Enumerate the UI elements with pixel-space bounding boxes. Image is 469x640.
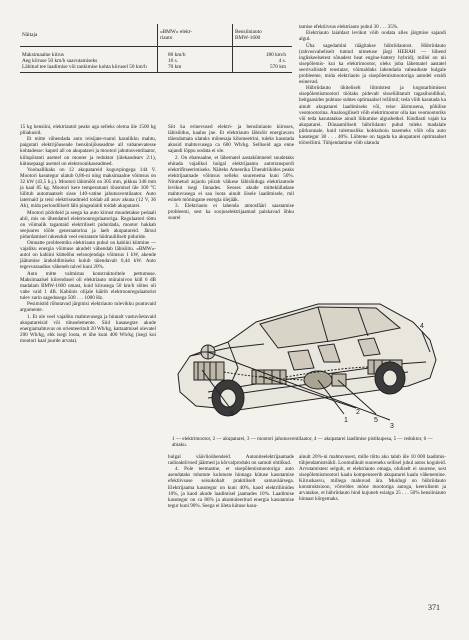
- paragraph: hulgal väävlioühendeid. Autoniteelektrijaamade radioaktiivsed jäätmed ja kõrvalprodukt on samuti ohtlikud.: [168, 454, 294, 467]
- table-header-text: Bensiiniauto BMW-1600: [235, 29, 262, 41]
- figure-label: 5: [374, 417, 378, 424]
- figure-label: 2: [356, 409, 360, 416]
- paragraph: Et mitte vähendada auto reisijate-ruumi kasulikku mahtu, paigutati elektrijõuseade bensiinijõuseadme all vabanevatesse kohtadesse: kapoti all on akupatarei ja mootori jahutusventilaator, kiilupõranti asemel on mooter ja reduktor (ülekandearv 2:1), kütusepaagi asemel on elektroonikaseadmed.: [20, 136, 156, 167]
- table-cell: Aeg kiiruse 50 km/h saavutamiseks: [22, 58, 98, 64]
- paragraph: Vooluallikaks on 12 akupatareid koguvpingega 144 V. Mootori kasutegur ulatub 0,86-ni ning maksimaalne võimsus on 32 kW (43,5 h.j.). Mootori läbimõõt on 305 mm, pikkus 346 mm ja kaal 85 kg. Mootori kere temperatuuri tõusmisel üle 100 °C lülitub automaatselt sisse 140-vatine jahutusventilaator. Auto laternaid ja teisi elektriseadmeid toidab all asuv akuna (12 V, 36 Ah), mida perioodiliselt läbi pingealaldi toidab akupatarei.: [20, 166, 156, 210]
- figure-label: 3: [390, 423, 394, 430]
- figure-label: 4: [420, 323, 424, 330]
- paragraph: 15 kg bensiini, elektriautol peaks aga selleks olema üle 1500 kg pliiakusid.: [20, 124, 156, 137]
- paragraph: Pesimistid rõhutavad järgmisi elektriauto tulevikku puutuvaid argumente.: [20, 301, 156, 314]
- paragraph: ainult 20%-ni mahtuvusest, mille tõttu aku talub üle 10 000 laadimis-tühjendamistsükli. Loomulikult suureneks sellisel juhul autos koguleid. Arvutamistest selgub, et elektriauto omaga, oluliselt ei suurene, sest sisepõlemismootori kaalu kompenseerib akupatarei kaalu vähenemine. Kiiruskasvu, millega mahuvad ära. Muidugi on hübriidauto konstruktsioon, võrreldes mõne mootoriga autoga, keerulisem ja arvatakse, et hübriidauto hind kujuneb esialgu 25 . . . 50% bensiiniauto hinnast kõrgemaks.: [299, 454, 446, 503]
- table-cell: Läbitud tee laadimise või tankimise kohta kiirusel 50 km/h: [20, 64, 158, 73]
- paragraph: Siit ka erinevused elektri- ja bensiiniauto kiiruses, läbisõidus, kaalus jne. Et elektriauto läbisõit energiavaru täiendamata ulatuks mõnesaja kilomeetrini, tuleks kasutada akusid mahtuvusega ca 600 Wh/kg. Selliseid aga enne sajandi lõppu oodata ei ole.: [168, 124, 294, 155]
- table-header-cell: [233, 24, 293, 47]
- table-cell: 180 km/h: [233, 47, 293, 59]
- table-cell: 70 km: [158, 64, 233, 73]
- table-cell: 570 km: [233, 64, 293, 73]
- figure-label: 1: [344, 417, 348, 424]
- table-header-row: [20, 24, 292, 47]
- text-column-3: [299, 24, 446, 146]
- paragraph: 1. Et ole veel vajaliku mahtuvusega ja hinnalt vastuvõetavaid akupatareisid või tütuselemente. Siid kasasegste akude energiamahtuvus on orienteeritult 20 Wh/kg, kattaatmisel olevatel 200 Wh/kg, ehk isegi loota, et ühe kuni 400 Wh/kg (isegi kui mootori kaal juurde arvata).: [20, 313, 156, 344]
- paragraph: Mootori pöördeid ja seega ka auto kiirust muudetakse pedaali abil, mis on ühendatud elektroonregulaatoriga. Regulaatori töttu on võimalik tagantaid elektriliselt pidurdada, mootor hakkab seejuures tööle generaatorina ja laeb akupatareid. Järsul pidurdamisel rakendub veel enirataste hüdrauliliselt piduride.: [20, 209, 156, 240]
- paragraph: 4. Pole teemastne, et sisepõlemismootoriga auto asendataks tohutute kulutuste hinnaga kütuse kasutamise efektiivsuse seisukohalt praktiliselt samaväärsega. Elektrijaama kasutegur on kuni 40%, kaod elektriliinides 10%, ja kaod akude laadimisel jaamades 10%. Laadimise kasutegur on ca 86% ja akumuleeritud energia kasutamise tegur kuni 90%. Seega ei ületa kütuse kasu-: [168, 466, 294, 509]
- comparison-table: [20, 24, 292, 73]
- table-row: [20, 64, 292, 73]
- table-header-text: «BMW» elekt- riauto: [160, 29, 192, 41]
- paragraph: 3. Elektriauto ei lahenda atmosfääri saastamise probleemi, sest ka soojuselektrijaamad paiskavad õhku suurel: [168, 203, 294, 222]
- paragraph: Auto mitte valmistas konstruktoritele pettumuse. Maksimaalsel kiirendusel oli elektriauto mürainivoo küll 6 dB madalam BMW-1600 omast, kuid kiirusega 50 km/h sõites oli vahe vaid 1 dB. Kabiinis olijale häirib elektroonregulaatorist tulev surin sagedusega 500 . . . 1000 Hz.: [20, 270, 156, 301]
- text-column-2-lower: [168, 454, 294, 509]
- text-column-3-lower: [299, 454, 446, 502]
- table-row: [20, 47, 292, 59]
- figure-caption: 1 — elektrimootor, 2 — akupatarei, 3 — mootori jahutusventilaator, 4 — akupatarei laadimise pistikupesa, 5 — reduktor, 6 — abiaku.: [172, 436, 433, 449]
- table-cell: 80 km/h: [158, 47, 233, 59]
- table-cell: Maksimaalne kiirus: [22, 52, 64, 58]
- paragraph: tamise efektiivsus elektriauto puhul 30 . . . 35%.: [299, 24, 399, 30]
- paragraph: Üha sagedamini räägitakse hübriidautost. Hübriidauto (rahvusvaheliselt tuntud nimetuse järgi HEBAH — lühend ingliskeelsetest sõnadest heat engine-battery hybrid), millel on nii sisepõlemis- kui ka elektrimootor, oleks juba lähematel aastatel seerivaliistelt teostatav, võimaldaks lahendada vaheaduste hulgale probleeme, mida elektriauto ja sisepõlemismootoriga autodel eraldi esinevad.: [299, 42, 446, 86]
- page-number: 371: [428, 603, 440, 612]
- table-header-cell: [158, 24, 233, 47]
- car-cutaway-illustration: [168, 282, 446, 432]
- figure-label: 6: [230, 411, 234, 418]
- table-header-cell: Näitaja: [20, 24, 158, 47]
- text-column-2: [168, 124, 294, 221]
- paragraph: 2. On ebareaalne, et lähematel aastakümnetel suudetaks ehitada vajalikul hulgal elektrijaamu autotranspordi elektrifitseerimiseks. Näiteks Ameerika Ühendriikides peaks elektrijaamade võimsus selleks suurenema kuni 50%. Ninmetud asjaolu piirab väikese läbisõiduga elektriautode levikut isegi linnades. Seoses akude mittekülladase mahtuvusega ei saa loota ainult õisele laadimisele, mil esineb mõningane energia ülejääk.: [168, 154, 294, 203]
- text-column-1: [20, 124, 156, 344]
- table-cell: 10 s.: [158, 58, 233, 64]
- table-cell: 4 s.: [233, 58, 293, 64]
- paragraph: Omnatte probleemiks elektriauto puhul on kabiini kütmine — vajaliku energia võimuse akudelt vähendab läbisõitu. «BMW»-autol on kabiini kütteõhu eelsoojendaja võimsus 1 kW, akende jäätumise äraholdimiseks kulub täiendavalt 0,44 kW. Auto tegevusraadius väheneb talvel kuni 20%.: [20, 240, 156, 271]
- paragraph: Hübriidauto ühiteliselt liitmistest ja kogutarbimisest sisepõlemismootori töötaks pidevalt sisselülitatult tagasihoidlikul, heitgaasides puhtuse suhtes optimaalsel režiimil; teda võib kasutada ka ainult akupatarei laadimiseks või, teise äärmusena, põhilise veomootorina. Analoogiliselt võib elektrimootor olla kas veomootoriks või teda kasutatakse ainult liikumise algushetkel. Kindlasti vajab ka akupatarei. Dünaamiliselt hübriidauto puhul tuleks madalale piirkonnale, kuid tulemusliku kokkuhoiu tasemeks võib olla auto kasutegur 38 . . . 40%. Lühtene on tagada ka akupatarei optimaalset töörežiimi. Tühjendamine võib ulatuda: [299, 85, 446, 146]
- paragraph: Elektriauto laialdast levikut võib oodata alles järgmise sajandi algul.: [299, 30, 446, 43]
